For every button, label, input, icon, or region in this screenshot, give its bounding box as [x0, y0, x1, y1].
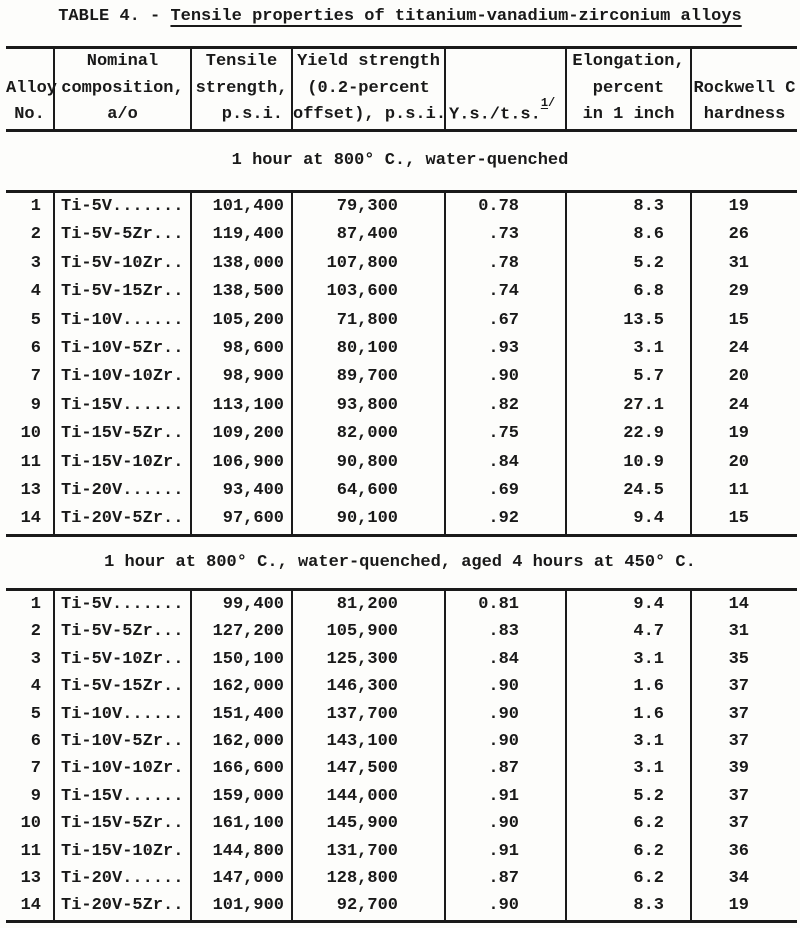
data-section-2 [6, 588, 797, 923]
elongation-percent: 3.1 [565, 755, 690, 782]
composition: Ti-5V-15Zr.. [53, 673, 190, 700]
tensile-strength: 162,000 [190, 673, 291, 700]
elongation-percent: 8.3 [565, 892, 690, 919]
table-row [6, 477, 797, 505]
header-line: hardness [703, 105, 786, 125]
table-row [6, 392, 797, 420]
elongation-percent: 3.1 [565, 335, 690, 363]
ys-ts-ratio: .90 [444, 892, 565, 919]
composition: Ti-15V...... [53, 392, 190, 420]
header-line [446, 96, 565, 129]
ys-ts-ratio: .74 [444, 278, 565, 306]
table-row [6, 250, 797, 278]
ys-ts-ratio: .90 [444, 728, 565, 755]
ys-ts-ratio: .91 [444, 838, 565, 865]
composition: Ti-5V-15Zr.. [53, 278, 190, 306]
tensile-strength: 99,400 [190, 591, 291, 618]
composition: Ti-10V...... [53, 307, 190, 335]
rockwell-hardness: 37 [690, 783, 797, 810]
rockwell-hardness: 37 [690, 673, 797, 700]
elongation-percent: 6.8 [565, 278, 690, 306]
table-row [6, 755, 797, 782]
yield-strength: 137,700 [291, 701, 444, 728]
elongation-percent: 1.6 [565, 673, 690, 700]
rockwell-hardness: 24 [690, 335, 797, 363]
table-row [6, 420, 797, 448]
footnote-1-marker: 1/ [540, 95, 556, 110]
header-line: a/o [107, 105, 138, 125]
yield-strength: 87,400 [291, 221, 444, 249]
rockwell-hardness: 15 [690, 505, 797, 533]
alloy-no: 13 [20, 480, 41, 500]
header-rockwell-hardness [690, 49, 797, 129]
alloy-no: 11 [20, 841, 41, 861]
yield-strength: 147,500 [291, 755, 444, 782]
ys-ts-ratio: .73 [444, 221, 565, 249]
alloy-no: 1 [30, 197, 41, 216]
rockwell-hardness: 39 [690, 755, 797, 782]
header-line: Elongation, [572, 52, 685, 72]
alloy-no: 7 [30, 759, 41, 779]
ys-ts-ratio: .90 [444, 363, 565, 391]
alloy-no: 4 [30, 282, 41, 302]
rockwell-hardness: 31 [690, 618, 797, 645]
composition: Ti-20V...... [53, 865, 190, 892]
ys-ts-ratio: .90 [444, 810, 565, 837]
rockwell-hardness: 31 [690, 250, 797, 278]
rockwell-hardness: 26 [690, 221, 797, 249]
header-line: (0.2-percent [307, 78, 430, 98]
section-2-caption: 1 hour at 800° C., water-quenched, aged 4 hours at 450° C. [104, 553, 696, 572]
elongation-percent: 24.5 [565, 477, 690, 505]
ys-ts-ratio: 0.81 [444, 591, 565, 618]
tensile-strength: 162,000 [190, 728, 291, 755]
header-line: Nominal [86, 52, 159, 72]
composition: Ti-10V-5Zr.. [53, 728, 190, 755]
ys-ts-ratio: .78 [444, 250, 565, 278]
ys-ts-ratio: 0.78 [444, 193, 565, 221]
title-main: Tensile properties of titanium-vanadium-zirconium alloys [170, 7, 742, 26]
ys-ts-ratio: .90 [444, 701, 565, 728]
yield-strength: 146,300 [291, 673, 444, 700]
yield-strength: 103,600 [291, 278, 444, 306]
tensile-strength: 161,100 [190, 810, 291, 837]
alloy-no: 2 [30, 225, 41, 245]
table-row [6, 865, 797, 892]
rockwell-hardness: 19 [690, 892, 797, 919]
table-row [6, 363, 797, 391]
rockwell-hardness: 19 [690, 420, 797, 448]
tensile-strength: 113,100 [190, 392, 291, 420]
table-row [6, 673, 797, 700]
table-row [6, 335, 797, 363]
section-1-caption: 1 hour at 800° C., water-quenched [231, 151, 569, 170]
yield-strength: 145,900 [291, 810, 444, 837]
rockwell-hardness: 11 [690, 477, 797, 505]
header-line: Tensile [205, 52, 278, 72]
elongation-percent: 8.3 [565, 193, 690, 221]
elongation-percent: 5.2 [565, 250, 690, 278]
alloy-no: 4 [30, 677, 41, 697]
header-line: composition, [61, 78, 184, 98]
title-prefix: TABLE 4. - [58, 7, 171, 26]
table-row [6, 892, 797, 919]
yield-strength: 89,700 [291, 363, 444, 391]
yield-strength: 107,800 [291, 250, 444, 278]
header-line: strength, [195, 78, 288, 98]
rockwell-hardness: 35 [690, 646, 797, 673]
composition: Ti-15V-5Zr.. [53, 810, 190, 837]
composition: Ti-15V-10Zr. [53, 838, 190, 865]
rockwell-hardness: 34 [690, 865, 797, 892]
table-row [6, 449, 797, 477]
composition: Ti-5V-5Zr... [53, 618, 190, 645]
header-ys-ts-ratio [444, 49, 565, 129]
tensile-strength: 97,600 [190, 505, 291, 533]
tensile-strength: 159,000 [190, 783, 291, 810]
alloy-no: 10 [20, 814, 41, 834]
tensile-strength: 138,000 [190, 250, 291, 278]
alloy-no: 11 [20, 452, 41, 472]
alloy-no: 1 [30, 595, 41, 614]
data-section-1 [6, 190, 797, 537]
composition: Ti-15V...... [53, 783, 190, 810]
elongation-percent: 1.6 [565, 701, 690, 728]
yield-strength: 90,100 [291, 505, 444, 533]
table-row [6, 591, 797, 618]
elongation-percent: 8.6 [565, 221, 690, 249]
composition: Ti-5V....... [53, 193, 190, 221]
tensile-strength: 138,500 [190, 278, 291, 306]
elongation-percent: 22.9 [565, 420, 690, 448]
tensile-strength: 105,200 [190, 307, 291, 335]
yield-strength: 79,300 [291, 193, 444, 221]
elongation-percent: 27.1 [565, 392, 690, 420]
yield-strength: 90,800 [291, 449, 444, 477]
alloy-no: 10 [20, 424, 41, 444]
tensile-strength: 147,000 [190, 865, 291, 892]
ys-ts-ratio: .87 [444, 865, 565, 892]
alloy-no: 14 [20, 509, 41, 529]
tensile-strength: 127,200 [190, 618, 291, 645]
yield-strength: 105,900 [291, 618, 444, 645]
yield-strength: 144,000 [291, 783, 444, 810]
alloy-no: 2 [30, 622, 41, 642]
table-row [6, 838, 797, 865]
yield-strength: 71,800 [291, 307, 444, 335]
rockwell-hardness: 14 [690, 591, 797, 618]
header-composition [53, 49, 190, 129]
elongation-percent: 13.5 [565, 307, 690, 335]
header-tensile-strength [190, 49, 291, 129]
table-row [6, 278, 797, 306]
composition: Ti-15V-5Zr.. [53, 420, 190, 448]
header-line: percent [592, 78, 665, 98]
table-row [6, 646, 797, 673]
table-row [6, 701, 797, 728]
composition: Ti-20V-5Zr.. [53, 505, 190, 533]
yield-strength: 131,700 [291, 838, 444, 865]
yield-strength: 93,800 [291, 392, 444, 420]
header-line: in 1 inch [582, 105, 675, 125]
header-yield-strength [291, 49, 447, 129]
yield-strength: 82,000 [291, 420, 444, 448]
yield-strength: 64,600 [291, 477, 444, 505]
rockwell-hardness: 37 [690, 728, 797, 755]
header-line: No. [14, 105, 45, 125]
rockwell-hardness: 20 [690, 363, 797, 391]
composition: Ti-20V...... [53, 477, 190, 505]
ys-ts-ratio: .87 [444, 755, 565, 782]
ys-ts-ratio: .83 [444, 618, 565, 645]
composition: Ti-10V...... [53, 701, 190, 728]
alloy-no: 3 [30, 649, 41, 669]
elongation-percent: 10.9 [565, 449, 690, 477]
tensile-strength: 166,600 [190, 755, 291, 782]
table-row [6, 810, 797, 837]
alloy-no: 9 [30, 786, 41, 806]
yield-strength: 125,300 [291, 646, 444, 673]
rockwell-hardness: 20 [690, 449, 797, 477]
alloy-no: 9 [30, 395, 41, 415]
ratio-label: Y.s./t.s. [449, 105, 541, 125]
rockwell-hardness: 37 [690, 701, 797, 728]
elongation-percent: 6.2 [565, 865, 690, 892]
elongation-percent: 3.1 [565, 728, 690, 755]
ys-ts-ratio: .92 [444, 505, 565, 533]
elongation-percent: 9.4 [565, 591, 690, 618]
yield-strength: 81,200 [291, 591, 444, 618]
ys-ts-ratio: .90 [444, 673, 565, 700]
ys-ts-ratio: .84 [444, 449, 565, 477]
composition: Ti-10V-5Zr.. [53, 335, 190, 363]
rockwell-hardness: 19 [690, 193, 797, 221]
rockwell-hardness: 36 [690, 838, 797, 865]
rockwell-hardness: 15 [690, 307, 797, 335]
tensile-strength: 106,900 [190, 449, 291, 477]
composition: Ti-5V-5Zr... [53, 221, 190, 249]
composition: Ti-10V-10Zr. [53, 755, 190, 782]
ys-ts-ratio: .93 [444, 335, 565, 363]
elongation-percent: 6.2 [565, 810, 690, 837]
ys-ts-ratio: .67 [444, 307, 565, 335]
tensile-strength: 98,600 [190, 335, 291, 363]
header-line: Rockwell C [693, 78, 796, 98]
yield-strength: 128,800 [291, 865, 444, 892]
elongation-percent: 5.7 [565, 363, 690, 391]
composition: Ti-10V-10Zr. [53, 363, 190, 391]
elongation-percent: 6.2 [565, 838, 690, 865]
alloy-no: 3 [30, 253, 41, 273]
tensile-strength: 150,100 [190, 646, 291, 673]
composition: Ti-5V....... [53, 591, 190, 618]
table-row [6, 505, 797, 533]
composition: Ti-5V-10Zr.. [53, 646, 190, 673]
header-alloy-no [6, 49, 58, 129]
table-row [6, 728, 797, 755]
alloy-no: 7 [30, 367, 41, 387]
tensile-strength: 93,400 [190, 477, 291, 505]
ys-ts-ratio: .75 [444, 420, 565, 448]
alloy-no: 14 [20, 896, 41, 916]
composition: Ti-5V-10Zr.. [53, 250, 190, 278]
alloy-no: 6 [30, 338, 41, 358]
ys-ts-ratio: .82 [444, 392, 565, 420]
table-row [6, 221, 797, 249]
elongation-percent: 4.7 [565, 618, 690, 645]
ys-ts-ratio: .69 [444, 477, 565, 505]
tensile-strength: 98,900 [190, 363, 291, 391]
table-row [6, 307, 797, 335]
rockwell-hardness: 24 [690, 392, 797, 420]
ys-ts-ratio: .84 [444, 646, 565, 673]
alloy-no: 5 [30, 310, 41, 330]
header-line: offset), p.s.i. [293, 105, 447, 125]
header-elongation [565, 49, 690, 129]
tensile-strength: 101,400 [190, 193, 291, 221]
alloy-no: 5 [30, 704, 41, 724]
alloy-no: 6 [30, 731, 41, 751]
table-row [6, 618, 797, 645]
elongation-percent: 9.4 [565, 505, 690, 533]
tensile-strength: 144,800 [190, 838, 291, 865]
elongation-percent: 3.1 [565, 646, 690, 673]
yield-strength: 80,100 [291, 335, 444, 363]
ys-ts-ratio: .91 [444, 783, 565, 810]
header-line: Yield strength [297, 52, 440, 72]
elongation-percent: 5.2 [565, 783, 690, 810]
table-row [6, 783, 797, 810]
table-title [0, 7, 800, 26]
alloy-no: 13 [20, 868, 41, 888]
tensile-strength: 109,200 [190, 420, 291, 448]
tensile-strength: 101,900 [190, 892, 291, 919]
composition: Ti-15V-10Zr. [53, 449, 190, 477]
tensile-strength: 119,400 [190, 221, 291, 249]
yield-strength: 92,700 [291, 892, 444, 919]
rockwell-hardness: 37 [690, 810, 797, 837]
header-line: p.s.i. [221, 105, 283, 125]
yield-strength: 143,100 [291, 728, 444, 755]
table-row [6, 193, 797, 221]
rockwell-hardness: 29 [690, 278, 797, 306]
table-header [6, 46, 797, 132]
composition: Ti-20V-5Zr.. [53, 892, 190, 919]
header-line: Alloy [6, 78, 58, 98]
tensile-strength: 151,400 [190, 701, 291, 728]
